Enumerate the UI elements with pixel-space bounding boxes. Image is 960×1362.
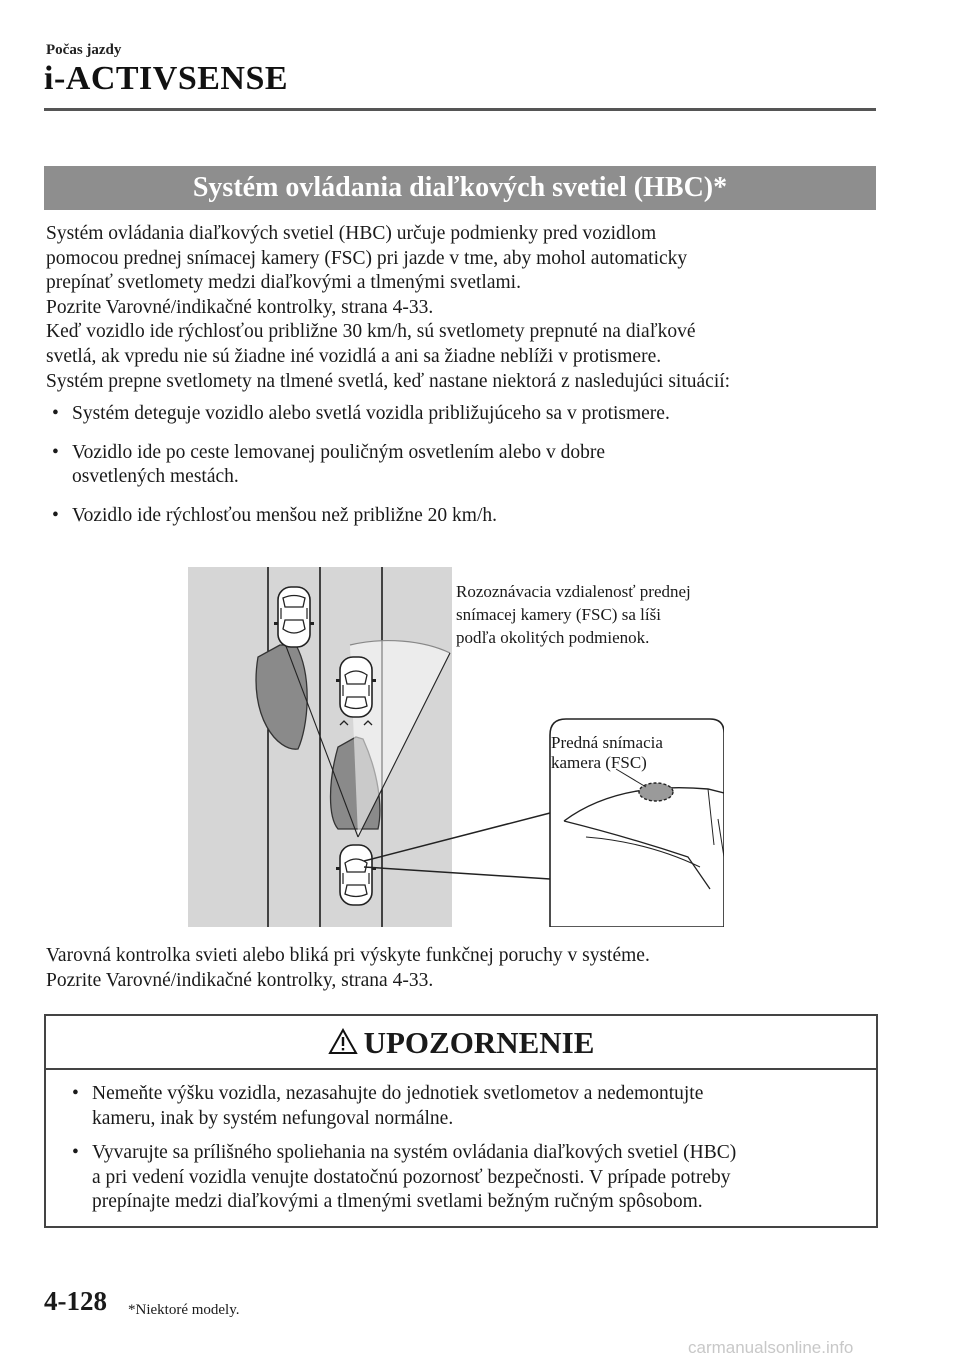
caution-body bbox=[46, 1070, 876, 1215]
caution-title: UPOZORNENIE bbox=[363, 1025, 595, 1060]
oncoming-car-icon bbox=[274, 587, 314, 647]
body-text bbox=[46, 222, 876, 543]
condition-line: Systém deteguje vozidlo alebo svetlá vozidla približujúceho sa v protismere. bbox=[72, 403, 670, 425]
caution-header bbox=[46, 1016, 876, 1070]
section-label: Počas jazdy bbox=[46, 42, 122, 58]
caution-line: Vyvarujte sa prílišného spoliehania na systém ovládania diaľkových svetiel (HBC) bbox=[92, 1142, 737, 1164]
bullet-icon: • bbox=[52, 403, 59, 425]
caution-list bbox=[66, 1082, 860, 1215]
detection-range-callout bbox=[456, 580, 691, 649]
title-divider bbox=[44, 108, 876, 111]
own-car-icon bbox=[336, 845, 376, 905]
list-item bbox=[66, 1082, 860, 1131]
page-number: 4-128 bbox=[44, 1286, 107, 1316]
list-item bbox=[66, 1141, 860, 1215]
caution-line: a pri vedení vozidla venujte dostatočnú pozornosť bezpečnosti. V prípade potreby bbox=[92, 1166, 731, 1188]
condition-line: osvetlených mestách. bbox=[72, 466, 239, 488]
bullet-icon: • bbox=[52, 441, 59, 463]
caution-line: Nemeňte výšku vozidla, nezasahujte do jednotiek svetlometov a nedemontujte bbox=[92, 1083, 704, 1104]
callout-line: snímacej kamery (FSC) sa líši bbox=[456, 605, 661, 624]
section-heading: Systém ovládania diaľkových svetiel (HBC)* bbox=[44, 166, 876, 210]
condition-line: Vozidlo ide po ceste lemovanej pouličným osvetlením alebo v dobre bbox=[72, 441, 606, 463]
intro-line: Systém ovládania diaľkových svetiel (HBC) určuje podmienky pred vozidlom bbox=[46, 223, 657, 244]
caution-box bbox=[44, 1014, 878, 1228]
intro-line: Systém prepne svetlomety na tlmené svetlá, keď nastane niektorá z nasledujúci situácií: bbox=[46, 370, 731, 392]
text-line: Pozrite Varovné/indikačné kontrolky, strana 4-33. bbox=[46, 969, 434, 991]
list-item bbox=[46, 402, 876, 427]
callout-line: Predná snímacia bbox=[551, 733, 663, 752]
condition-list bbox=[46, 402, 876, 528]
page-title: i-ACTIVSENSE bbox=[44, 60, 289, 97]
text-line: Varovná kontrolka svieti alebo bliká pri výskyte funkčnej poruchy v systéme. bbox=[46, 945, 650, 966]
preceding-car-icon bbox=[336, 657, 376, 717]
caution-line: prepínajte medzi diaľkovými a tlmenými svetlami bežným ručným spôsobom. bbox=[92, 1191, 703, 1213]
list-item bbox=[46, 441, 876, 490]
warning-triangle-icon bbox=[328, 1028, 358, 1055]
bullet-icon: • bbox=[72, 1083, 79, 1104]
list-item bbox=[46, 504, 876, 529]
bullet-icon: • bbox=[52, 504, 59, 526]
callout-line: Rozoznávacia vzdialenosť prednej bbox=[456, 582, 691, 601]
intro-line: pomocou prednej snímacej kamery (FSC) pri jazde v tme, aby mohol automaticky bbox=[46, 247, 688, 269]
footnote: *Niektoré modely. bbox=[128, 1302, 240, 1318]
malfunction-text bbox=[46, 944, 650, 993]
callout-line: kamera (FSC) bbox=[551, 753, 647, 772]
intro-line: Pozrite Varovné/indikačné kontrolky, strana 4-33. bbox=[46, 296, 434, 318]
intro-line: svetlá, ak vpredu nie sú žiadne iné vozidlá a ani sa žiadne neblíži v protismere. bbox=[46, 345, 662, 367]
intro-line: prepínať svetlomety medzi diaľkovými a tlmenými svetlami. bbox=[46, 272, 521, 294]
camera-callout bbox=[551, 733, 663, 773]
caution-line: kameru, inak by systém nefungoval normálne. bbox=[92, 1107, 454, 1129]
watermark: carmanualsonline.info bbox=[688, 1338, 854, 1357]
intro-line: Keď vozidlo ide rýchlosťou približne 30 km/h, sú svetlomety prepnuté na diaľkové bbox=[46, 321, 696, 343]
bullet-icon: • bbox=[72, 1142, 79, 1164]
condition-line: Vozidlo ide rýchlosťou menšou než približne 20 km/h. bbox=[72, 504, 497, 526]
callout-line: podľa okolitých podmienok. bbox=[456, 628, 650, 647]
